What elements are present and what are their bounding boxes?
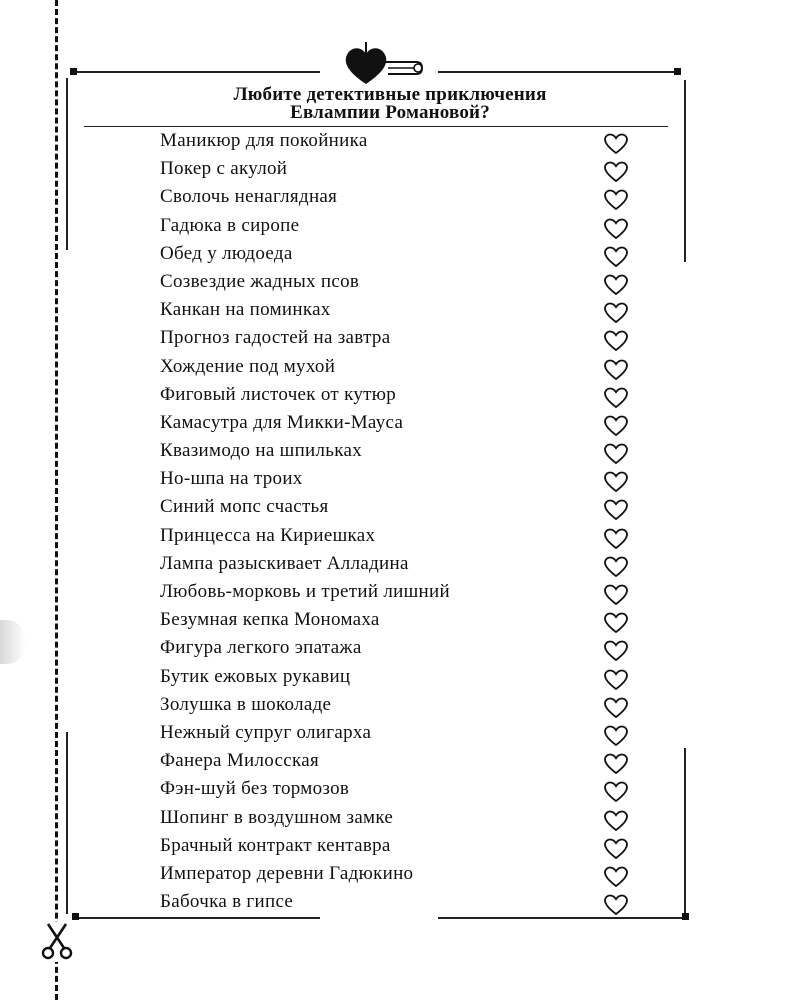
book-title: Хождение под мухой [160,355,336,377]
book-title: Прогноз гадостей на завтра [160,327,391,349]
book-row [0,437,800,465]
book-title: Золушка в шоколаде [160,693,332,715]
heart-outline-icon[interactable] [603,133,629,155]
book-row [0,634,800,662]
book-row [0,860,800,888]
book-title: Камасутра для Микки-Мауса [160,411,404,433]
page-title [110,86,670,122]
heart-outline-icon[interactable] [603,471,629,493]
book-row [0,240,800,268]
book-title: Любовь-морковь и третий лишний [160,581,450,602]
heart-outline-icon[interactable] [603,753,629,775]
book-row [0,550,800,578]
frame-top-left [74,71,320,73]
book-title: Лампа разыскивает Алладина [160,552,409,574]
book-row [0,381,800,409]
heart-outline-icon[interactable] [603,359,629,381]
heart-outline-icon[interactable] [603,640,629,662]
book-row [0,804,800,832]
heart-outline-icon[interactable] [603,161,629,183]
heart-outline-icon[interactable] [603,584,629,606]
book-row [0,296,800,324]
book-row [0,606,800,634]
book-title: Маникюр для покойника [160,130,368,151]
title-line-2: Евлампии Романовой? [290,102,490,123]
book-row [0,324,800,352]
book-row [0,212,800,240]
book-title: Безумная кепка Мономаха [160,609,380,631]
frame-bottom-left [74,917,320,919]
book-title: Император деревни Гадюкино [160,862,414,884]
book-title: Шопинг в воздушном замке [160,806,394,828]
book-row [0,775,800,803]
heart-outline-icon[interactable] [603,781,629,803]
heart-outline-icon[interactable] [603,246,629,268]
book-row [0,127,800,155]
heart-outline-icon[interactable] [603,218,629,240]
book-row [0,663,800,691]
book-list [0,127,800,916]
heart-outline-icon[interactable] [603,528,629,550]
book-row [0,747,800,775]
heart-outline-icon[interactable] [603,866,629,888]
heart-outline-icon[interactable] [603,443,629,465]
heart-outline-icon[interactable] [603,387,629,409]
book-row [0,888,800,916]
book-title: Фиговый листочек от кутюр [160,383,397,405]
book-title: Канкан на поминках [160,299,331,321]
book-title: Но-шпа на троих [160,468,303,490]
corner-top-right [674,68,681,75]
book-title: Фэн-шуй без тормозов [160,778,350,800]
book-title: Гадюка в сиропе [160,214,300,236]
book-title: Нежный супруг олигарха [160,721,372,743]
heart-outline-icon[interactable] [603,556,629,578]
book-title: Сволочь ненаглядная [160,186,338,208]
book-title: Покер с акулой [160,158,288,180]
heart-outline-icon[interactable] [603,274,629,296]
book-title: Квазимодо на шпильках [160,440,363,462]
book-row [0,268,800,296]
book-row [0,465,800,493]
heart-outline-icon[interactable] [603,810,629,832]
book-title: Созвездие жадных псов [160,270,360,292]
book-title: Обед у людоеда [160,242,293,264]
title-line-1: Любите детективные приключения [233,84,547,105]
book-row [0,522,800,550]
book-row [0,409,800,437]
heart-outline-icon[interactable] [603,612,629,634]
book-row [0,578,800,606]
heart-outline-icon[interactable] [603,302,629,324]
heart-outline-icon[interactable] [603,697,629,719]
book-title: Бабочка в гипсе [160,891,294,913]
book-title: Фанера Милосская [160,750,320,772]
heart-outline-icon[interactable] [603,669,629,691]
book-title: Принцесса на Кириешках [160,524,376,546]
book-row [0,719,800,747]
heart-with-safety-pin-icon [338,38,428,88]
corner-top-left [70,68,77,75]
book-row [0,691,800,719]
heart-outline-icon[interactable] [603,499,629,521]
heart-outline-icon[interactable] [603,330,629,352]
heart-outline-icon[interactable] [603,189,629,211]
book-row [0,832,800,860]
book-title: Бутик ежовых рукавиц [160,665,351,687]
book-row [0,155,800,183]
heart-outline-icon[interactable] [603,894,629,916]
heart-outline-icon[interactable] [603,838,629,860]
scissors-icon [40,922,74,962]
book-title: Фигура легкого эпатажа [160,637,362,659]
book-title: Синий мопс счастья [160,496,329,518]
heart-outline-icon[interactable] [603,725,629,747]
book-title: Брачный контракт кентавра [160,834,391,856]
book-row [0,353,800,381]
frame-bottom-right [438,917,688,919]
book-row [0,493,800,521]
heart-outline-icon[interactable] [603,415,629,437]
book-row [0,183,800,211]
frame-top-right [438,71,678,73]
